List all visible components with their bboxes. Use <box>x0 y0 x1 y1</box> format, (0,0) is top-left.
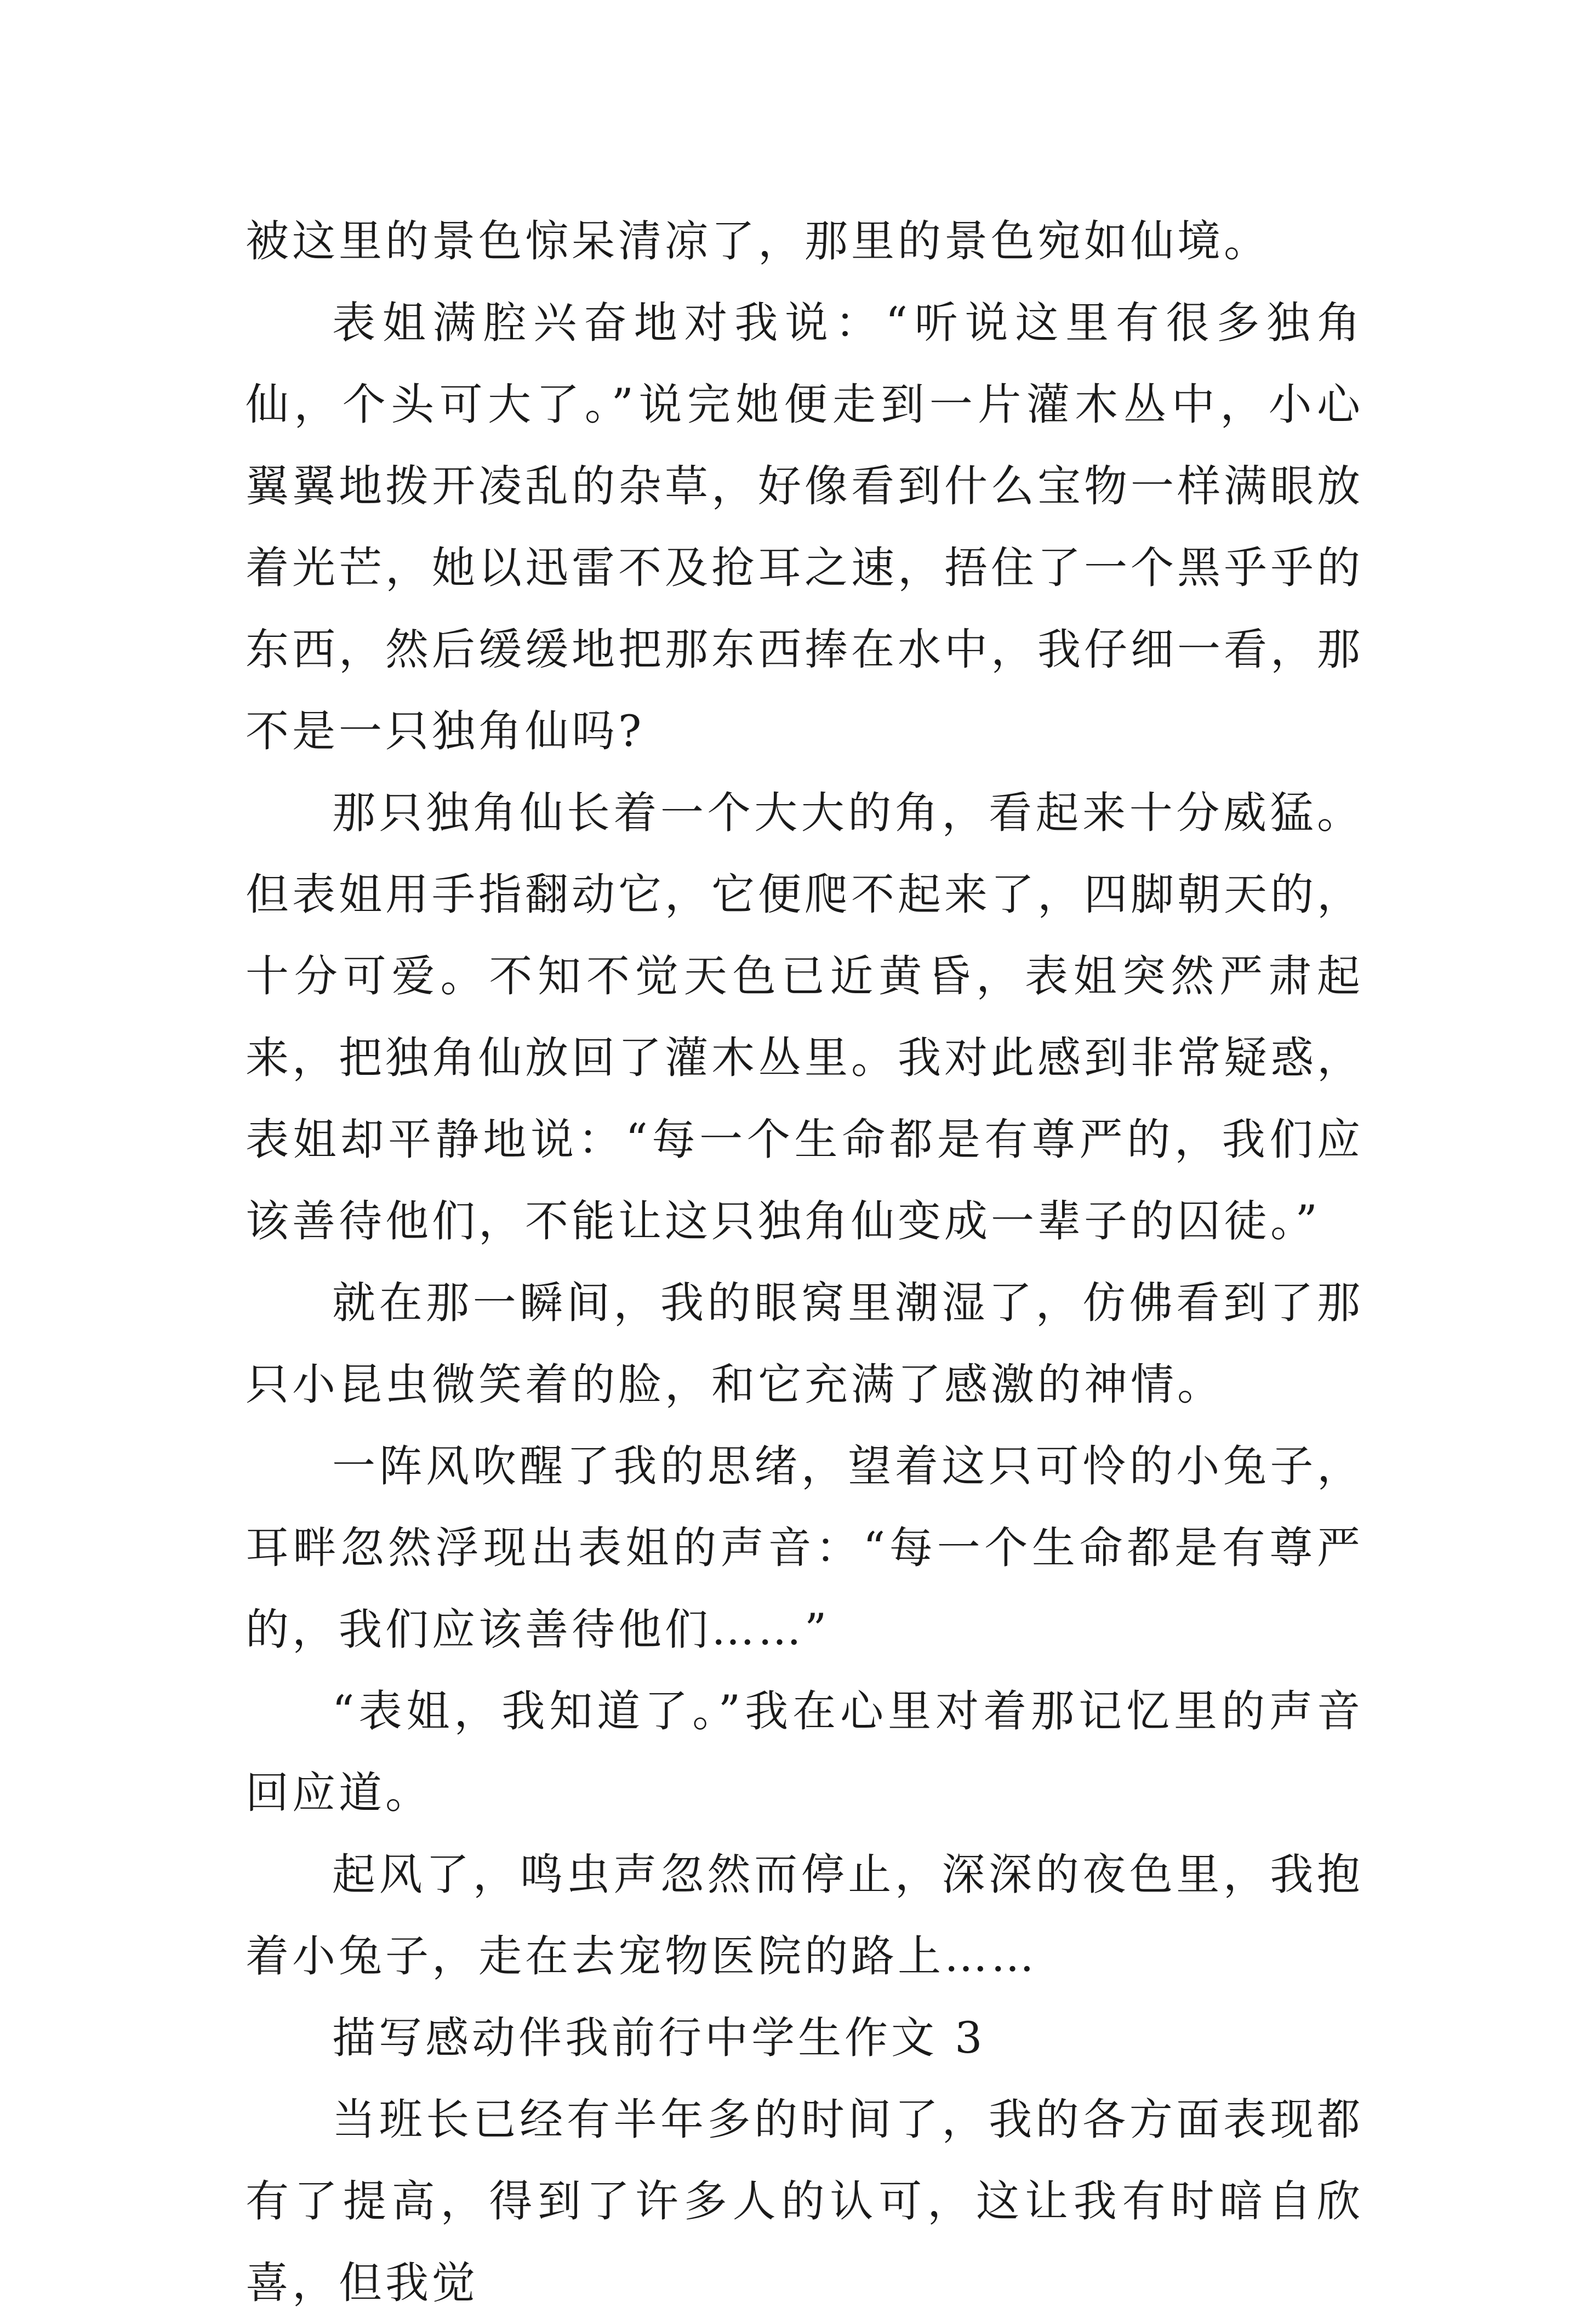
paragraph: 表姐满腔兴奋地对我说：“听说这里有很多独角仙，个头可大了。”说完她便走到一片灌木丛中，小心翼翼地拨开凌乱的杂草，好像看到什么宝物一样满眼放着光芒，她以迅雷不及抢耳之速，捂住了一个黑乎乎的东西，然后缓缓地把那东西捧在水中，我仔细一看，那不是一只独角仙吗? <box>246 298 1363 756</box>
paragraph: 被这里的景色惊呆清凉了，那里的景色宛如仙境。 <box>246 216 1270 266</box>
paragraph: 起风了，鸣虫声忽然而停止，深深的夜色里，我抱着小兔子，走在去宠物医院的路上…… <box>246 1849 1363 1981</box>
paragraph: 那只独角仙长着一个大大的角，看起来十分威猛。但表姐用手指翻动它，它便爬不起来了，四脚朝天的，十分可爱。不知不觉天色已近黄昏，表姐突然严肃起来，把独角仙放回了灌木丛里。我对此感到非常疑惑，表姐却平静地说：“每一个生命都是有尊严的，我们应该善待他们，不能让这只独角仙变成一辈子的囚徒。” <box>246 788 1363 1246</box>
paragraph: 一阵风吹醒了我的思绪，望着这只可怜的小兔子，耳畔忽然浮现出表姐的声音：“每一个生命都是有尊严的，我们应该善待他们……” <box>246 1441 1363 1655</box>
document-body <box>246 201 1363 2324</box>
paragraph: 当班长已经有半年多的时间了，我的各方面表现都有了提高，得到了许多人的认可，这让我有时暗自欣喜，但我觉 <box>246 2094 1363 2308</box>
section-heading: 描写感动伴我前行中学生作文 3 <box>332 2013 986 2063</box>
paragraph: 就在那一瞬间，我的眼窝里潮湿了，仿佛看到了那只小昆虫微笑着的脸，和它充满了感激的神情。 <box>246 1278 1363 1410</box>
paragraph: “表姐，我知道了。”我在心里对着那记忆里的声音回应道。 <box>246 1686 1363 1818</box>
